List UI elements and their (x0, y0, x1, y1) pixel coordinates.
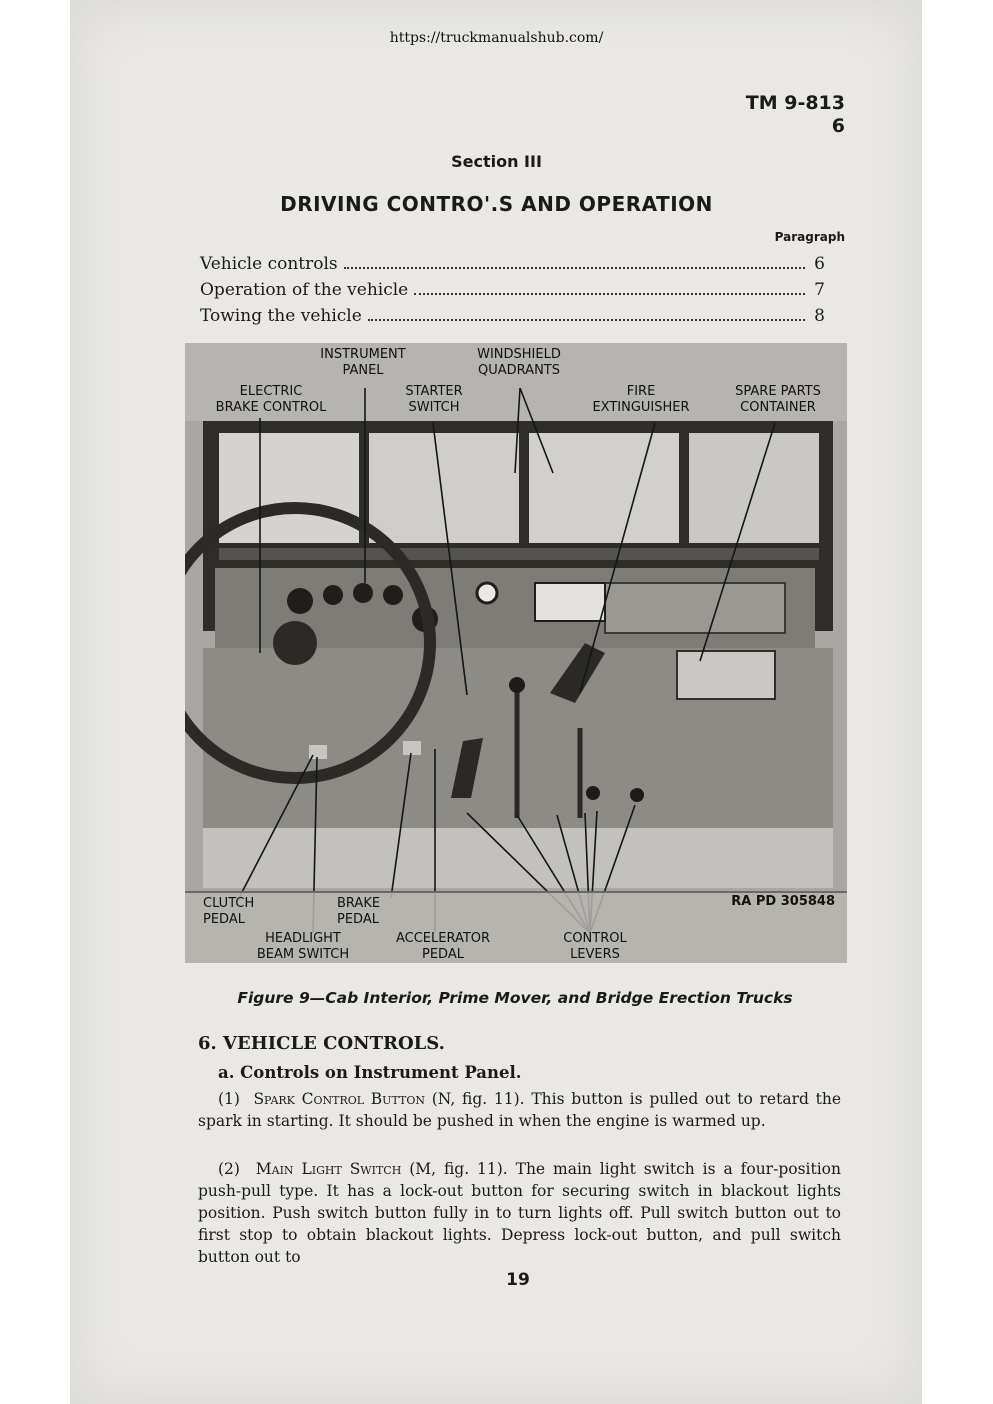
toc-row (200, 254, 825, 280)
toc-column-label: Paragraph (774, 230, 845, 244)
section-label: Section III (451, 152, 542, 171)
item-number: (2) (218, 1160, 240, 1178)
toc-row (200, 306, 825, 332)
label-headlight-beam-switch: HEADLIGHT BEAM SWITCH (256, 931, 350, 962)
source-url[interactable]: https://truckmanualshub.com/ (389, 30, 604, 46)
toc-label: Vehicle controls (200, 254, 338, 274)
section-heading: 6. VEHICLE CONTROLS. (198, 1033, 445, 1054)
paragraph-text: (N, fig. 11). This button is pulled out to retard the spark in starting. It should be pushed in when the engine is warmed up. (198, 1090, 842, 1130)
term-main-light-switch: Main Light Switch (255, 1160, 402, 1178)
label-fire-extinguisher: FIRE EXTINGUISHER (592, 384, 690, 415)
toc-leader (368, 319, 805, 321)
label-clutch-pedal: CLUTCH PEDAL (203, 896, 255, 927)
cab-interior-illustration (185, 343, 847, 963)
label-accelerator-pedal: ACCELERATOR PEDAL (395, 931, 491, 962)
figure-reference-code: RA PD 305848 (731, 894, 835, 909)
paragraph-main-light-switch (198, 1158, 841, 1268)
label-starter-switch: STARTER SWITCH (405, 384, 463, 415)
toc-label: Towing the vehicle (200, 306, 362, 326)
paragraph-number: 6 (831, 115, 845, 137)
toc-row (200, 280, 825, 306)
paragraph-spark-control (198, 1088, 841, 1132)
table-of-contents (200, 254, 825, 332)
tm-number: TM 9-813 (745, 92, 845, 114)
label-instrument-panel: INSTRUMENT PANEL (320, 347, 406, 378)
toc-number: 7 (814, 280, 825, 300)
toc-number: 8 (814, 306, 825, 326)
label-electric-brake-control: ELECTRIC BRAKE CONTROL (215, 384, 327, 415)
term-spark-control-button: Spark Control Button (253, 1090, 425, 1108)
page-number: 19 (506, 1270, 530, 1290)
toc-number: 6 (814, 254, 825, 274)
toc-leader (344, 267, 805, 269)
item-number: (1) (218, 1090, 240, 1108)
toc-label: Operation of the vehicle (200, 280, 409, 300)
label-windshield-quadrants: WINDSHIELD QUADRANTS (477, 347, 561, 378)
document-header (746, 92, 845, 138)
label-control-levers: CONTROL LEVERS (563, 931, 627, 962)
label-spare-parts-container: SPARE PARTS CONTAINER (735, 384, 821, 415)
subsection-heading: a. Controls on Instrument Panel. (218, 1063, 522, 1082)
cab-interior-photo (185, 343, 847, 963)
page-title: DRIVING CONTRO'.S AND OPERATION (280, 192, 713, 216)
label-brake-pedal: BRAKE PEDAL (337, 896, 381, 927)
toc-leader (414, 293, 805, 295)
paragraph-text: (M, fig. 11). The main light switch is a four-position push-pull type. It has a lock-out button for securing switch in blackout lights position. Push switch button fully in to turn lights off. Pull switch button out to first stop to obtain blackout lights. Depress lock-out button, and pull switch button out to (198, 1160, 841, 1266)
figure-caption: Figure 9—Cab Interior, Prime Mover, and Bridge Erection Trucks (237, 989, 793, 1007)
